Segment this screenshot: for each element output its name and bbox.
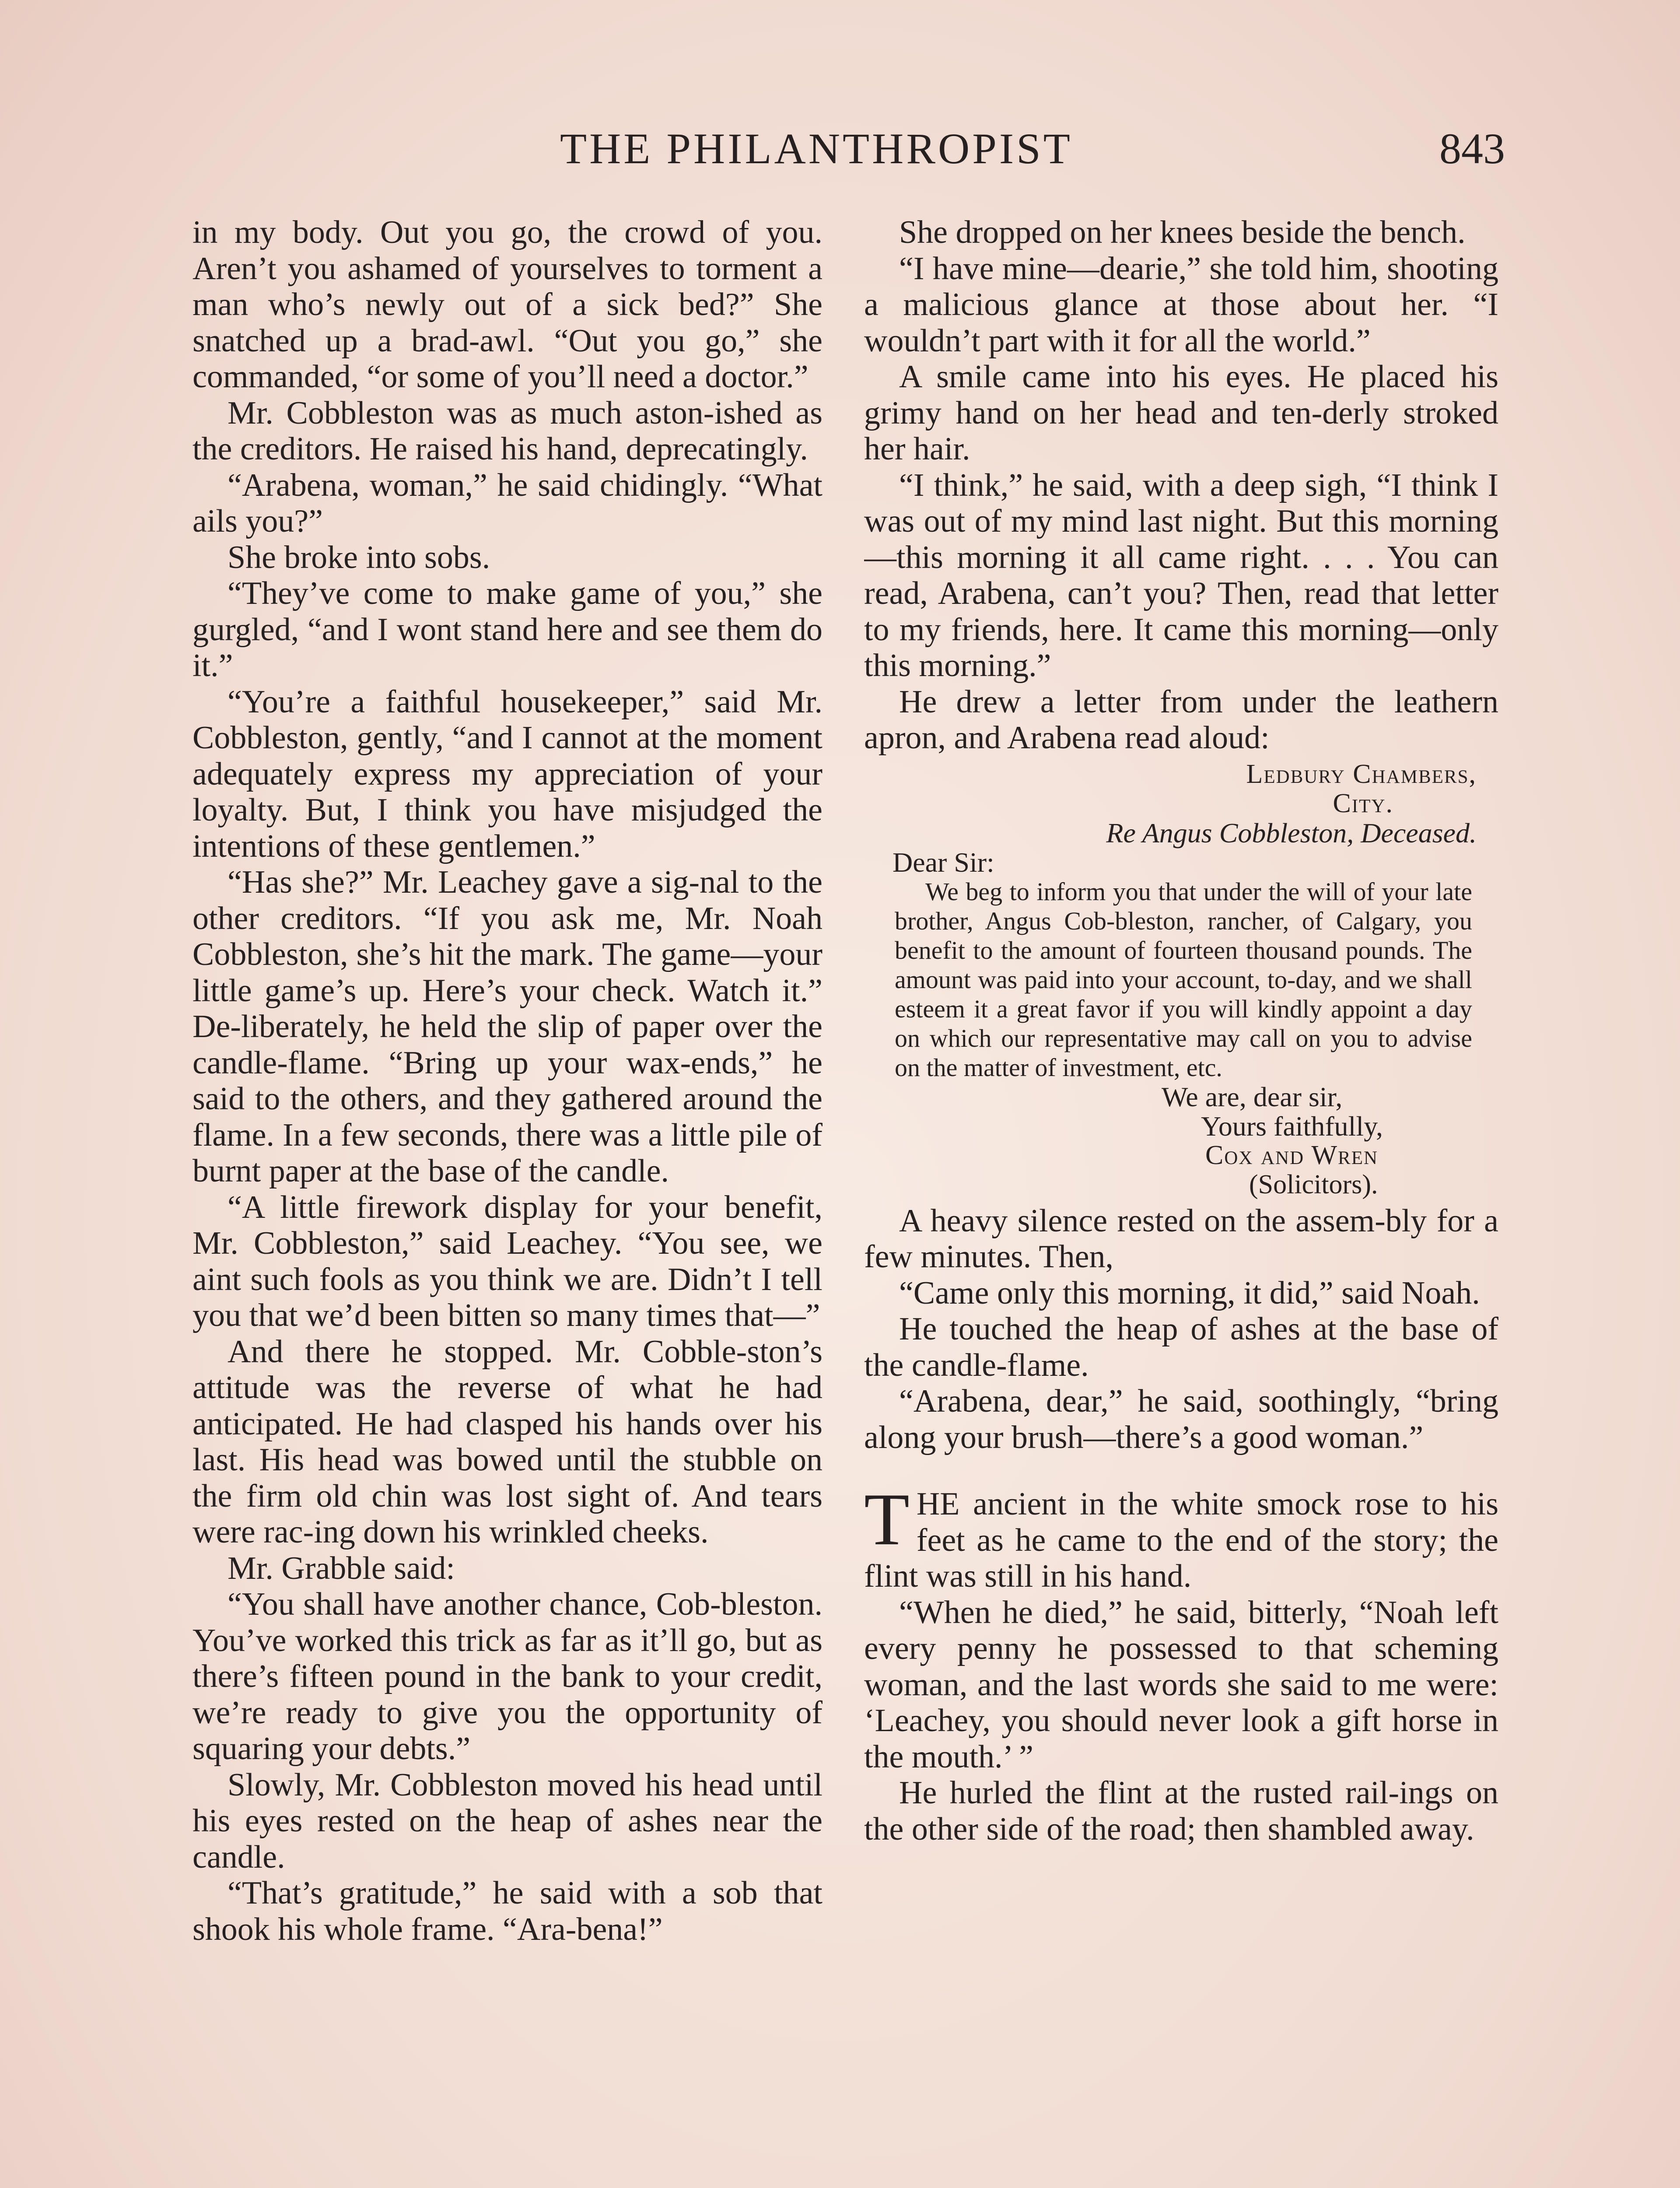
letter-signature-note: (Solicitors). bbox=[1249, 1169, 1378, 1199]
paragraph: “They’ve come to make game of you,” she gurgled, “and I wont stand here and see them do it.” bbox=[192, 575, 822, 684]
section-break bbox=[864, 1455, 1498, 1486]
paragraph: “That’s gratitude,” he said with a sob that shook his whole frame. “Ara-bena!” bbox=[192, 1875, 822, 1947]
paragraph: A heavy silence rested on the assem-bly for a few minutes. Then, bbox=[864, 1203, 1498, 1275]
paragraph: in my body. Out you go, the crowd of you. Aren’t you ashamed of yourselves to torment a man who’s newly out of a sick bed?” She snatched up a brad-awl. “Out you go,” she commanded, “or some of you’ll need a doctor.” bbox=[192, 214, 822, 395]
letter-body: We beg to inform you that under the will of your late brother, Angus Cob-bleston, rancher, of Calgary, you benefit to the amount of fourteen thousand pounds. The amount was paid into your account, to-day, and we shall esteem it a great favor if you will kindly appoint a day on which our representative may call on you to advise on the matter of investment, etc. bbox=[895, 877, 1472, 1082]
letter-salutation: Dear Sir: bbox=[892, 846, 994, 878]
paragraph: “I have mine—dearie,” she told him, shooting a malicious glance at those about her. “I wouldn’t part with it for all the world.” bbox=[864, 250, 1498, 359]
paragraph: “When he died,” he said, bitterly, “Noah left every penny he possessed to that scheming woman, and the last words she said to me were: ‘Leachey, you should never look a gift horse in the mouth.’ ” bbox=[864, 1594, 1498, 1775]
paragraph: Mr. Grabble said: bbox=[228, 1550, 455, 1586]
paragraph: Slowly, Mr. Cobbleston moved his head until his eyes rested on the heap of ashes near the candle. bbox=[192, 1767, 822, 1875]
left-column bbox=[192, 214, 822, 2188]
page-number: 843 bbox=[1439, 124, 1505, 173]
paragraph: He hurled the flint at the rusted rail-ings on the other side of the road; then shambled away. bbox=[864, 1775, 1498, 1847]
paragraph: “A little firework display for your benefit, Mr. Cobbleston,” said Leachey. “You see, we aint such fools as you think we are. Didn’t I tell you that we’d been bitten so many times that—” bbox=[192, 1189, 822, 1333]
letter-closing: We are, dear sir, bbox=[1162, 1081, 1343, 1112]
running-title: THE PHILANTHROPIST bbox=[560, 124, 1073, 173]
paragraph: He drew a letter from under the leathern apron, and Arabena read aloud: bbox=[864, 684, 1498, 756]
paragraph-drop-cap bbox=[864, 1478, 1498, 1595]
drop-cap: T bbox=[864, 1478, 910, 1560]
page-header bbox=[192, 123, 1505, 175]
paragraph: He touched the heap of ashes at the base of the candle-flame. bbox=[864, 1311, 1498, 1383]
paragraph: And there he stopped. Mr. Cobble-ston’s attitude was the reverse of what he had anticipated. He had clasped his hands over his last. His head was bowed until the stubble on the firm old chin was lost sight of. And tears were rac-ing down his wrinkled cheeks. bbox=[192, 1333, 822, 1550]
paragraph: “You’re a faithful housekeeper,” said Mr. Cobbleston, gently, “and I cannot at the moment adequately express my appreciation of your loyalty. But, I think you have misjudged the intentions of these gentlemen.” bbox=[192, 684, 822, 864]
paragraph: “Came only this morning, it did,” said Noah. bbox=[899, 1275, 1480, 1311]
paragraph: “Arabena, dear,” he said, soothingly, “bring along your brush—there’s a good woman.” bbox=[864, 1383, 1498, 1455]
paragraph: Mr. Cobbleston was as much aston-ished as the creditors. He raised his hand, deprecatingly. bbox=[192, 395, 822, 467]
paragraph: “Arabena, woman,” he said chidingly. “What ails you?” bbox=[192, 467, 822, 539]
letter-signature: Cox and Wren bbox=[1205, 1140, 1379, 1170]
paragraph: A smile came into his eyes. He placed his grimy hand on her head and ten-derly stroked her hair. bbox=[864, 359, 1498, 467]
quoted-letter bbox=[864, 760, 1498, 1199]
right-column bbox=[864, 214, 1498, 2188]
letter-closing: Yours faithfully, bbox=[1201, 1110, 1383, 1142]
paragraph: “I think,” he said, with a deep sigh, “I think I was out of my mind last night. But this morning—this morning it all came right. . . . You can read, Arabena, can’t you? Then, read that letter to my friends, here. It came this morning—only this morning.” bbox=[864, 467, 1498, 684]
letter-address-city: City. bbox=[1333, 788, 1393, 818]
paragraph: “Has she?” Mr. Leachey gave a sig-nal to the other creditors. “If you ask me, Mr. Noah Cobbleston, she’s hit the mark. The game—your little game’s up. Here’s your check. Watch it.” De-liberately, he held the slip of paper over the candle-flame. “Bring up your wax-ends,” he said to the others, and they gathered around the flame. In a few seconds, there was a little pile of burnt paper at the base of the candle. bbox=[192, 864, 822, 1189]
paragraph: “You shall have another chance, Cob-bleston. You’ve worked this trick as far as it’ll go, but as there’s fifteen pound in the bank to your credit, we’re ready to give you the opportunity of squaring your debts.” bbox=[192, 1586, 822, 1767]
letter-address-line: Ledbury Chambers, bbox=[1246, 759, 1477, 789]
paragraph: She dropped on her knees beside the bench. bbox=[899, 214, 1466, 250]
paragraph-text: HE ancient in the white smock rose to his feet as he came to the end of the story; the flint was still in his hand. bbox=[864, 1486, 1498, 1594]
letter-re-line: Re Angus Cobbleston, Deceased. bbox=[1106, 817, 1477, 849]
paragraph: She broke into sobs. bbox=[228, 539, 490, 575]
